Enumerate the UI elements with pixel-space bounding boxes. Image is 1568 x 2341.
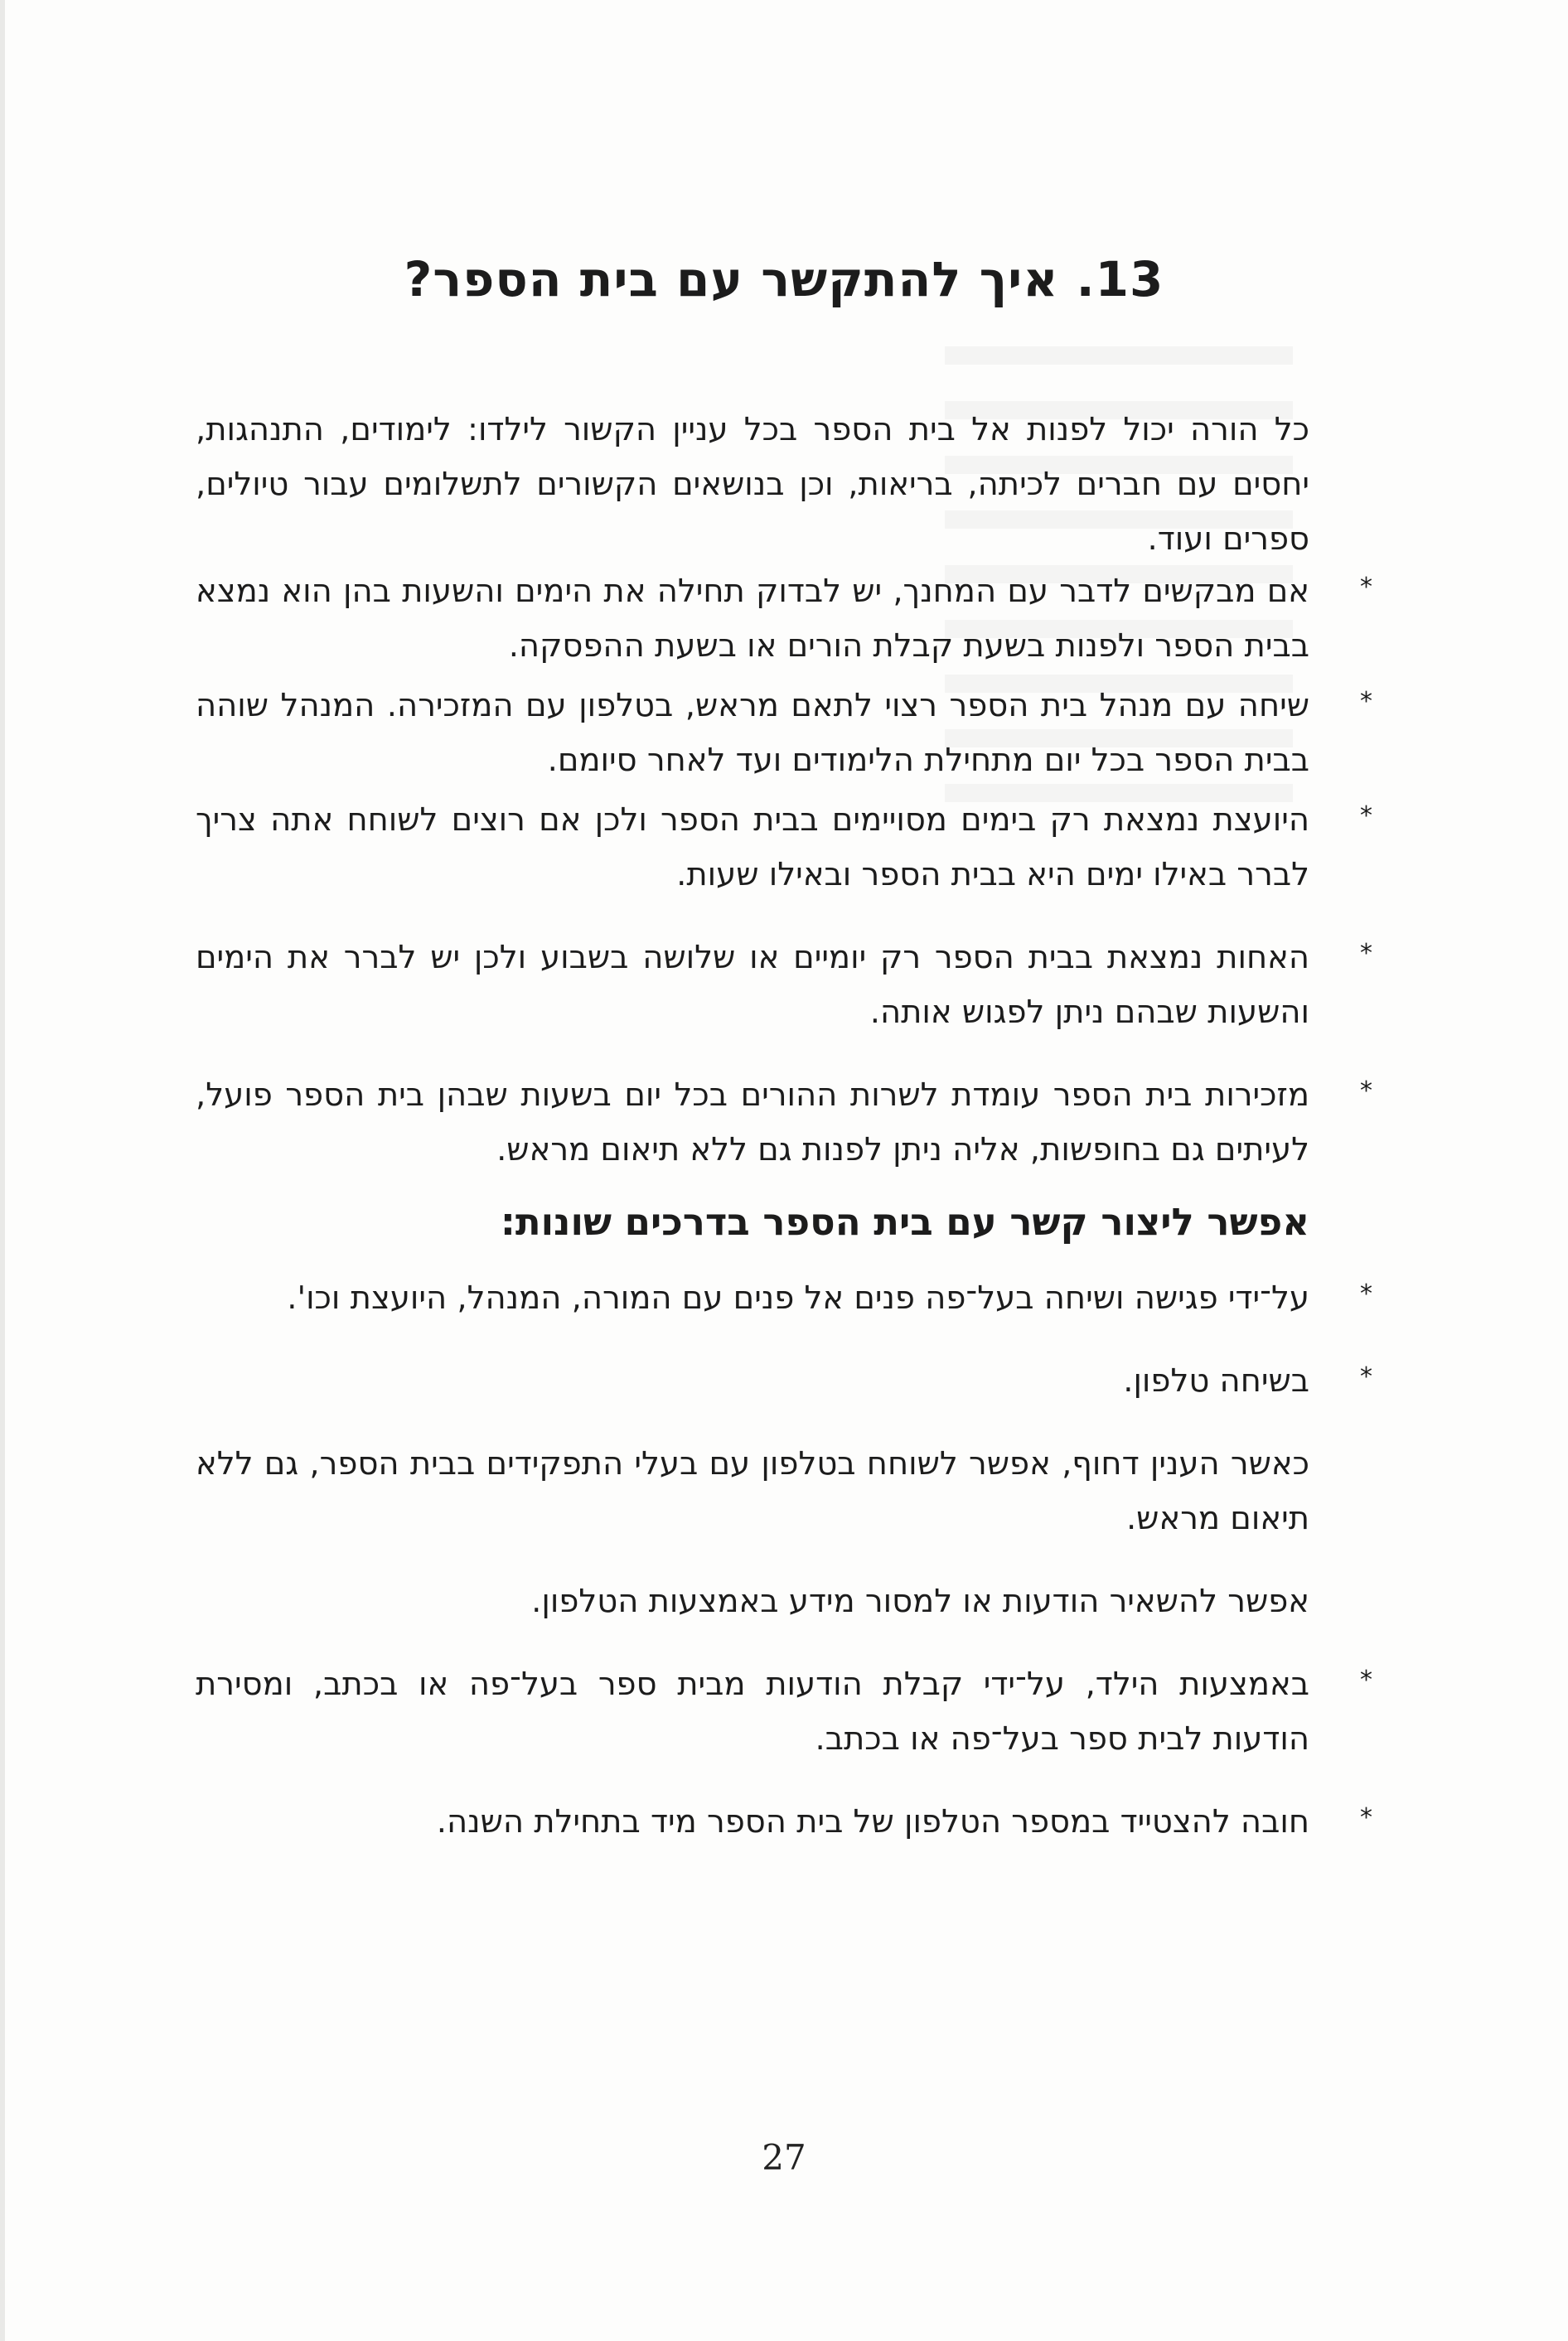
bullet-asterisk: * <box>1360 801 1372 830</box>
list-item-text: חובה להצטייד במספר הטלפון של בית הספר מיד בתחילת השנה. <box>436 1803 1309 1840</box>
bullet-asterisk: * <box>1360 1362 1372 1391</box>
phone-paragraph <box>196 1574 1372 1629</box>
bullet-asterisk: * <box>1360 939 1372 968</box>
list-item-text: בשיחה טלפון. <box>1123 1362 1309 1400</box>
page-edge <box>0 0 5 2341</box>
list-item-text: האחות נמצאת בבית הספר רק יומיים או שלושה בשבוע ולכן יש לברר את הימים והשעות שבהם ניתן לפגוש אותה. <box>196 939 1309 1031</box>
list-item-text: שיחה עם מנהל בית הספר רצוי לתאם מראש, בטלפון עם המזכירה. המנהל שוהה בבית הספר בכל יום מתחילת הלימודים ועד לאחר סיומם. <box>196 687 1309 779</box>
list-item-text: על־ידי פגישה ושיחה בעל־פה פנים אל פנים עם המורה, המנהל, היועצת וכו'. <box>287 1279 1309 1317</box>
list-item <box>196 1068 1372 1178</box>
phone-paragraph-text: כאשר הענין דחוף, אפשר לשוחח בטלפון עם בעלי התפקידים בבית הספר, גם ללא תיאום מראש. <box>196 1445 1309 1537</box>
bullet-asterisk: * <box>1360 1279 1372 1308</box>
list-item <box>196 931 1372 1040</box>
bullet-asterisk: * <box>1360 573 1372 602</box>
list-item <box>196 793 1372 902</box>
intro-paragraph: כל הורה יכול לפנות אל בית הספר בכל עניין הקשור לילדו: לימודים, התנהגות, יחסים עם חברים לכיתה, בריאות, וכן בנושאים הקשורים לתשלומים עבור טיולים, ספרים ועוד. <box>196 411 1309 558</box>
contact-people-list <box>196 564 1372 1178</box>
list-item-text: היועצת נמצאת רק בימים מסויימים בבית הספר ולכן אם רוצים לשוחח אתה צריך לברר באילו ימים היא בבית הספר ובאילו שעות. <box>196 801 1309 893</box>
list-item <box>196 679 1372 788</box>
list-item-text: אם מבקשים לדבר עם המחנך, יש לבדוק תחילה את הימים והשעות בהן הוא נמצא בבית הספר ולפנות בשעת קבלת הורים או בשעת ההפסקה. <box>196 573 1309 665</box>
bullet-asterisk: * <box>1360 1076 1372 1105</box>
list-item <box>196 1354 1372 1409</box>
phone-paragraph <box>196 1437 1372 1546</box>
bullet-asterisk: * <box>1360 1803 1372 1832</box>
list-item-text: באמצעות הילד, על־ידי קבלת הודעות מבית ספר בעל־פה או בכתב, ומסירת הודעות לבית ספר בעל־פה או בכתב. <box>196 1666 1309 1758</box>
list-item <box>196 564 1372 674</box>
contact-methods-list <box>196 1271 1372 1850</box>
list-item <box>196 1271 1372 1326</box>
list-item <box>196 1795 1372 1850</box>
page-number: 27 <box>762 2137 806 2178</box>
bullet-asterisk: * <box>1360 1666 1372 1695</box>
page-title: 13. איך להתקשר עם בית הספר? <box>404 251 1164 307</box>
section-subheading: אפשר ליצור קשר עם בית הספר בדרכים שונות: <box>500 1200 1309 1244</box>
phone-paragraph-text: אפשר להשאיר הודעות או למסור מידע באמצעות הטלפון. <box>531 1583 1309 1620</box>
list-item <box>196 1657 1372 1767</box>
list-item-text: מזכירות בית הספר עומדת לשרות ההורים בכל יום בשעות שבהן בית הספר פועל, לעיתים גם בחופשות, אליה ניתן לפנות גם ללא תיאום מראש. <box>196 1076 1309 1168</box>
bullet-asterisk: * <box>1360 687 1372 716</box>
